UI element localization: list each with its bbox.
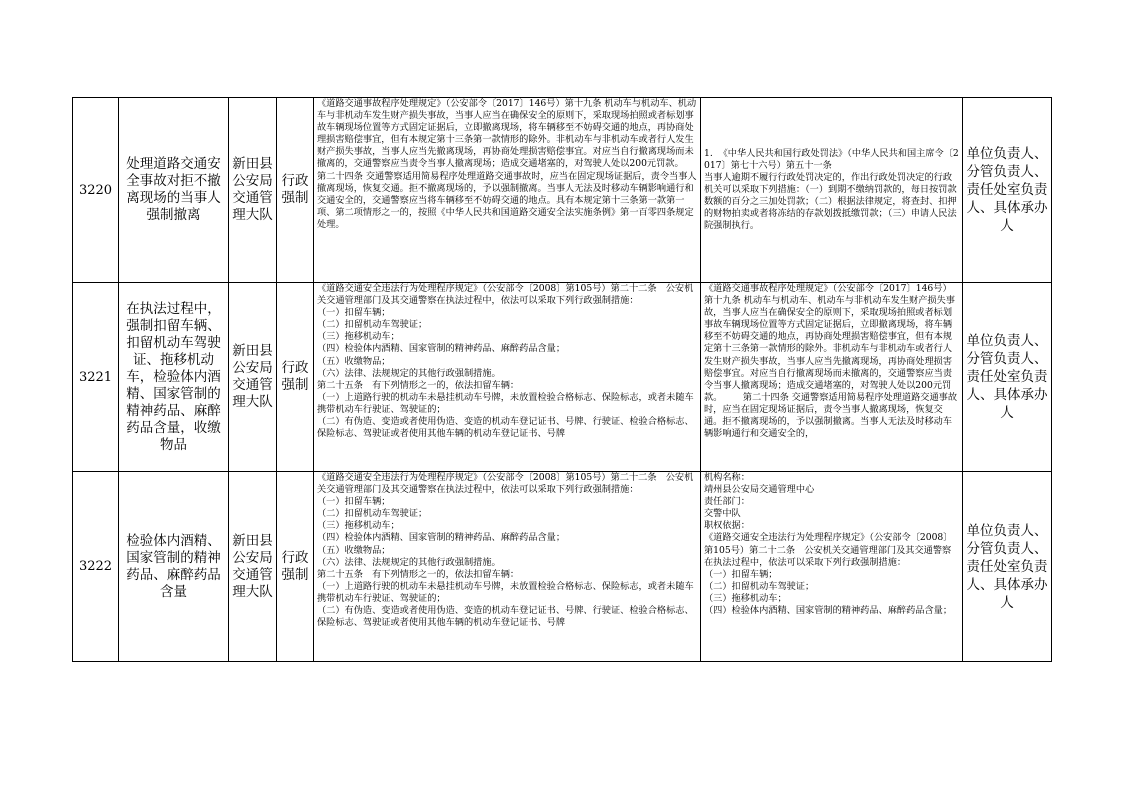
- table-row: [73, 98, 1052, 283]
- item-number: 3220: [73, 98, 119, 283]
- legal-basis-text: 《道路交通安全违法行为处理程序规定》（公安部令〔2008〕第105号）第二十二条 公安机关交通管理部门及其交通警察在执法过程中，依法可以采取下列行政强制措施： （一）扣留车辆； （二）扣留机动车驾驶证； （三）拖移机动车； （四）检验体内酒精、国家管制的精神药品、麻醉药品含量； （五）收缴物品； （六）法律、法规规定的其他行政强制措施。 第二十五条 有下列情形之一的，依法扣留车辆： （一）上道路行驶的机动车未悬挂机动车号牌，未放置检验合格标志、保险标志，或者未随车携带机动车行驶证、驾驶证的； （二）有伪造、变造或者使用伪造、变造的机动车登记证书、号牌、行驶证、检验合格标志、保险标志、驾驶证或者使用其他车辆的机动车登记证书、号牌: [317, 472, 694, 629]
- department: 新田县公安局交通管理大队: [229, 98, 277, 283]
- power-type: 行政强制: [277, 472, 314, 662]
- power-type: 行政强制: [277, 98, 314, 283]
- legal-basis-text: 《道路交通事故程序处理规定》（公安部令〔2017〕146号）第十九条 机动车与机动车、机动车与非机动车发生财产损失事故，当事人应当在确保安全的原则下，采取现场拍照或者标划事故车辆现场位置等方式固定证据后，立即撤离现场，将车辆移至不妨碍交通的地点，再协商处理损害赔偿事宜，但有本规定第十三条第一款情形的除外。非机动车与非机动车或者行人发生财产损失事故，当事人应当先撤离现场，再协商处理损害赔偿事宜。对应当自行撤离现场而未撤离的，交通警察应当责令当事人撤离现场；造成交通堵塞的，对驾驶人处以200元罚款。 第二十四条 交通警察适用简易程序处理道路交通事故时，应当在固定现场证据后，责令当事人撤离现场，恢复交通。拒不撤离现场的，予以强制撤离。当事人无法及时移动车辆影响通行和交通安全的，交通警察应当将车辆移至不妨碍交通的地点。具有本规定第十三条第一款第一项、第二项情形之一的，按照《中华人民共和国道路交通安全法实施条例》第一百零四条规定处理。: [317, 98, 705, 230]
- duty-persons: 单位负责人、分管负责人、责任处室负责人、具体承办人: [963, 98, 1052, 283]
- responsibility-cell: [701, 283, 963, 472]
- responsibility-text: 1. 《中华人民共和国行政处罚法》（中华人民共和国主席令〔2017〕第七十六号）第五十一条 当事人逾期不履行行政处罚决定的，作出行政处罚决定的行政机关可以采取下列措施：（一）到期不缴纳罚款的，每日按罚款数额的百分之三加处罚款；（二）根据法律规定，将查封、扣押的财物拍卖或者将冻结的存款划拨抵缴罚款；（三）申请人民法院强制执行。: [704, 147, 959, 232]
- item-number: 3221: [73, 283, 119, 472]
- department: 新田县公安局交通管理大队: [229, 283, 277, 472]
- responsibility-cell: [701, 98, 963, 283]
- department: 新田县公安局交通管理大队: [229, 472, 277, 662]
- legal-basis-cell: [314, 283, 701, 472]
- duty-persons: 单位负责人、分管负责人、责任处室负责人、具体承办人: [963, 283, 1052, 472]
- power-list-table: [72, 97, 1052, 662]
- responsibility-text: 机构名称： 靖州县公安局交通管理中心 责任部门： 交警中队 职权依据： 《道路交通安全违法行为处理程序规定》（公安部令〔2008〕第105号）第二十二条 公安机关交通管理部门及其交通警察在执法过程中，依法可以采取下列行政强制措施： （一）扣留车辆； （二）扣留机动车驾驶证； （三）拖移机动车； （四）检验体内酒精、国家管制的精神药品、麻醉药品含量；: [704, 472, 953, 617]
- item-name: 在执法过程中，强制扣留车辆、扣留机动车驾驶证、拖移机动车，检验体内酒精、国家管制的精神药品、麻醉药品含量，收缴物品: [119, 283, 229, 472]
- responsibility-wrap: [701, 98, 962, 282]
- table-row: [73, 472, 1052, 662]
- responsibility-cell: [701, 472, 963, 662]
- duty-persons: 单位负责人、分管负责人、责任处室负责人、具体承办人: [963, 472, 1052, 662]
- power-type: 行政强制: [277, 283, 314, 472]
- legal-basis-cell: [314, 472, 701, 662]
- legal-basis-cell: [314, 98, 705, 283]
- item-name: 检验体内酒精、国家管制的精神药品、麻醉药品含量: [119, 472, 229, 662]
- table-row: [73, 283, 1052, 472]
- item-number: 3222: [73, 472, 119, 662]
- responsibility-text: 《道路交通事故程序处理规定》（公安部令〔2017〕146号）第十九条 机动车与机动车、机动车与非机动车发生财产损失事故，当事人应当在确保安全的原则下，采取现场拍照或者标划事故车辆现场位置等方式固定证据后，立即撤离现场，将车辆移至不妨碍交通的地点，再协商处理损害赔偿事宜，但有本规定第十三条第一款情形的除外。非机动车与非机动车或者行人发生财产损失事故，当事人应当先撤离现场，再协商处理损害赔偿事宜。对应当自行撤离现场而未撤离的，交通警察应当责令当事人撤离现场；造成交通堵塞的，对驾驶人处以200元罚款。 第二十四条 交通警察适用简易程序处理道路交通事故时，应当在固定现场证据后，责令当事人撤离现场，恢复交通。拒不撤离现场的，予以强制撤离。当事人无法及时移动车辆影响通行和交通安全的，: [704, 283, 958, 440]
- legal-basis-text: 《道路交通安全违法行为处理程序规定》（公安部令〔2008〕第105号）第二十二条 公安机关交通管理部门及其交通警察在执法过程中，依法可以采取下列行政强制措施： （一）扣留车辆； （二）扣留机动车驾驶证； （三）拖移机动车； （四）检验体内酒精、国家管制的精神药品、麻醉药品含量； （五）收缴物品； （六）法律、法规规定的其他行政强制措施。 第二十五条 有下列情形之一的，依法扣留车辆： （一）上道路行驶的机动车未悬挂机动车号牌，未放置检验合格标志、保险标志，或者未随车携带机动车行驶证、驾驶证的； （二）有伪造、变造或者使用伪造、变造的机动车登记证书、号牌、行驶证、检验合格标志、保险标志、驾驶证或者使用其他车辆的机动车登记证书、号牌: [317, 283, 694, 440]
- item-name: 处理道路交通安全事故对拒不撤离现场的当事人强制撤离: [119, 98, 229, 283]
